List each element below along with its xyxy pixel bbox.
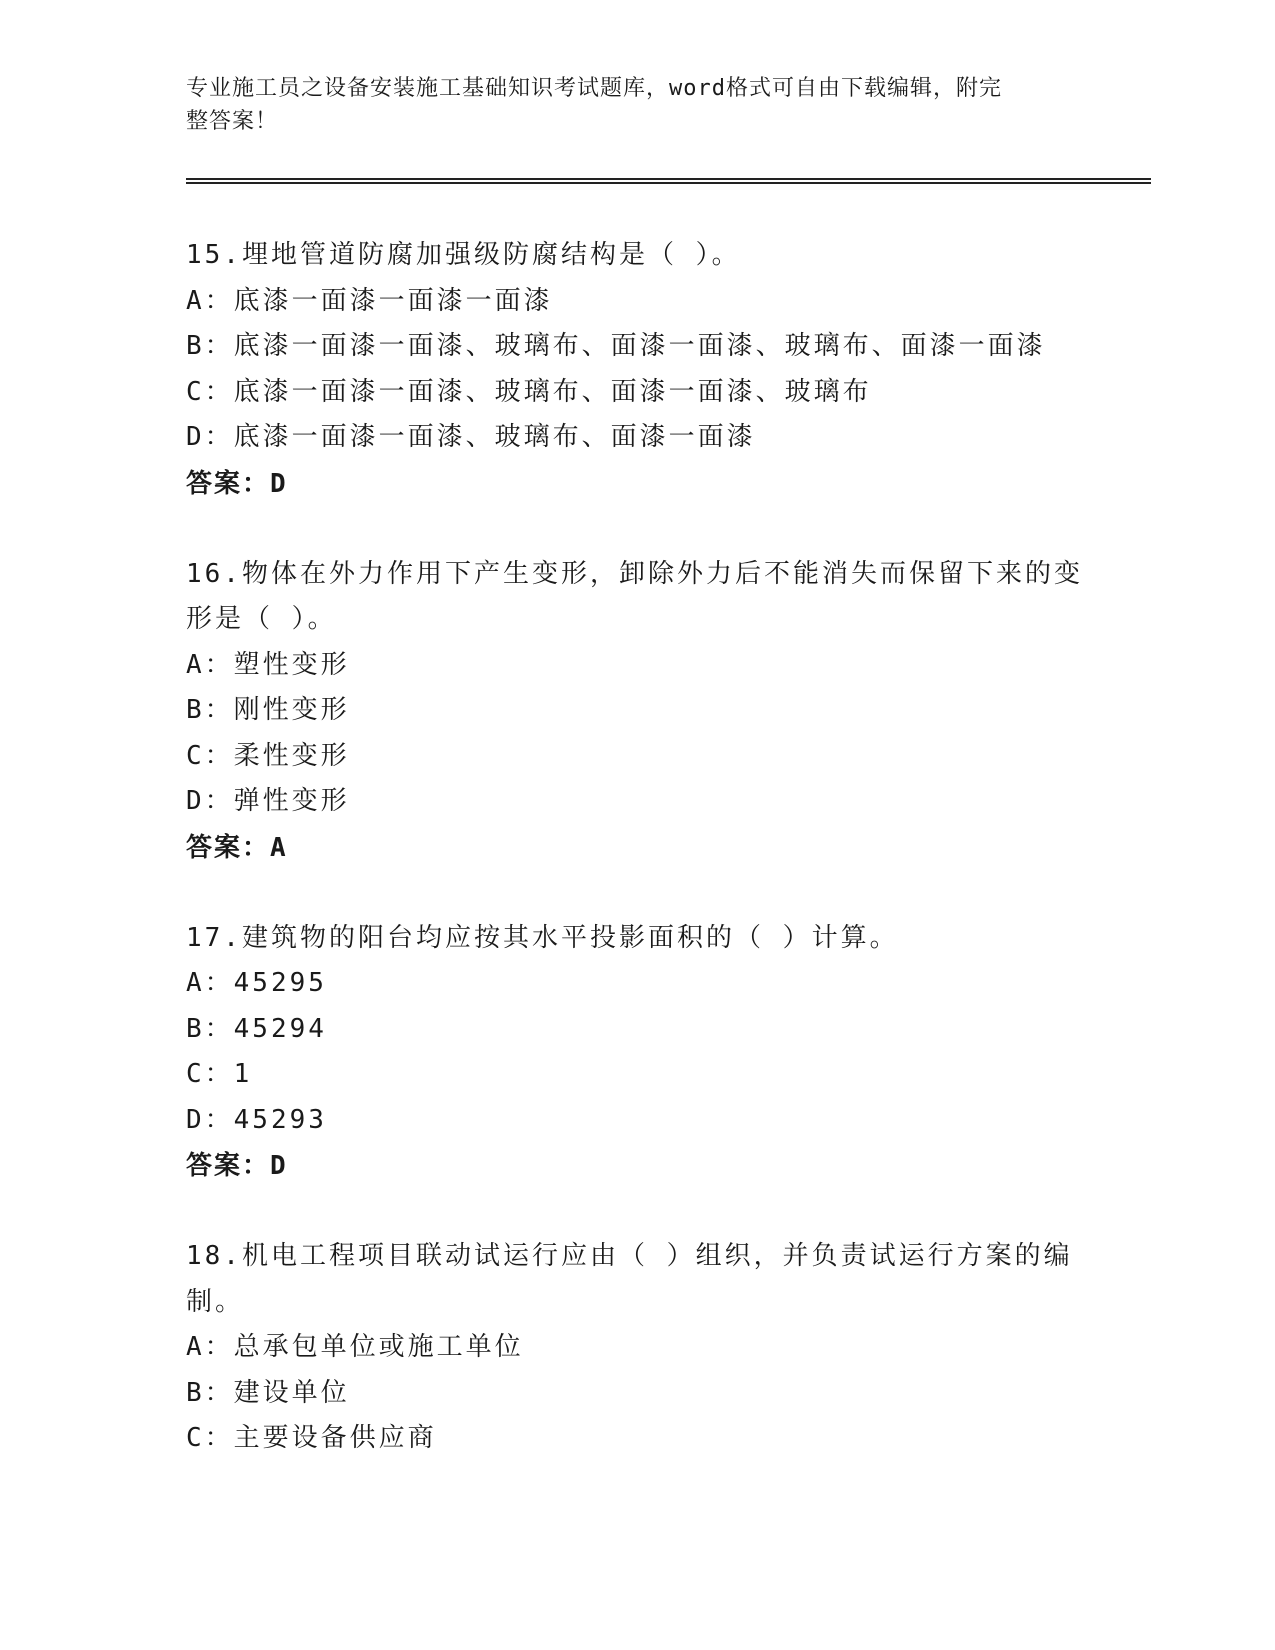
stem-line: 18.机电工程项目联动试运行应由（ ）组织，并负责试运行方案的编 xyxy=(186,1241,1073,1271)
stem-line: 16.物体在外力作用下产生变形，卸除外力后不能消失而保留下来的变 xyxy=(186,558,1083,589)
question-18 xyxy=(186,1234,1086,1462)
option-d: D：弹性变形 xyxy=(186,786,350,816)
header-line-1: 专业施工员之设备安装施工基础知识考试题库，word格式可自由下载编辑，附完 xyxy=(186,76,1002,101)
option-d: D：45293 xyxy=(186,1104,327,1135)
stem-line: 制。 xyxy=(186,1286,245,1317)
question-15 xyxy=(186,233,1086,507)
answer-line xyxy=(186,461,1086,507)
option-b: B：建设单位 xyxy=(186,1377,350,1408)
stem-line: 17.建筑物的阳台均应按其水平投影面积的（ ）计算。 xyxy=(186,922,899,953)
option-c: C：柔性变形 xyxy=(186,740,350,771)
option-a: A：塑性变形 xyxy=(186,649,350,680)
question-stem xyxy=(186,1234,1086,1325)
option-c: C：1 xyxy=(186,1059,253,1089)
answer-line xyxy=(186,1143,1086,1189)
option-d: D：底漆一面漆一面漆、玻璃布、面漆一面漆 xyxy=(186,422,756,452)
stem-line: 形是（ ）。 xyxy=(186,604,337,634)
answer-label: 答案： xyxy=(186,832,271,863)
document-header xyxy=(186,72,1086,138)
option-a: A：45295 xyxy=(186,968,327,998)
answer-line xyxy=(186,825,1086,871)
option-a: A：底漆一面漆一面漆一面漆 xyxy=(186,285,553,316)
answer-value: A xyxy=(270,832,288,863)
question-stem xyxy=(186,233,1086,279)
question-stem xyxy=(186,916,1086,962)
stem-line: 15.埋地管道防腐加强级防腐结构是（ ）。 xyxy=(186,240,741,270)
answer-label: 答案： xyxy=(186,1151,271,1181)
option-c: C：底漆一面漆一面漆、玻璃布、面漆一面漆、玻璃布 xyxy=(186,376,872,407)
header-line-2: 整答案！ xyxy=(186,109,279,134)
option-c: C：主要设备供应商 xyxy=(186,1423,437,1453)
question-16 xyxy=(186,552,1086,871)
option-b: B：45294 xyxy=(186,1013,327,1044)
option-b: B：底漆一面漆一面漆、玻璃布、面漆一面漆、玻璃布、面漆一面漆 xyxy=(186,331,1046,361)
answer-label: 答案： xyxy=(186,468,271,499)
header-divider-bottom xyxy=(186,182,1151,184)
answer-value: D xyxy=(270,1151,288,1181)
option-a: A：总承包单位或施工单位 xyxy=(186,1332,524,1362)
header-divider-top xyxy=(186,178,1151,180)
question-stem xyxy=(186,552,1086,643)
answer-value: D xyxy=(270,468,288,499)
question-list xyxy=(186,233,1086,1507)
option-b: B：刚性变形 xyxy=(186,695,350,725)
question-17 xyxy=(186,916,1086,1190)
